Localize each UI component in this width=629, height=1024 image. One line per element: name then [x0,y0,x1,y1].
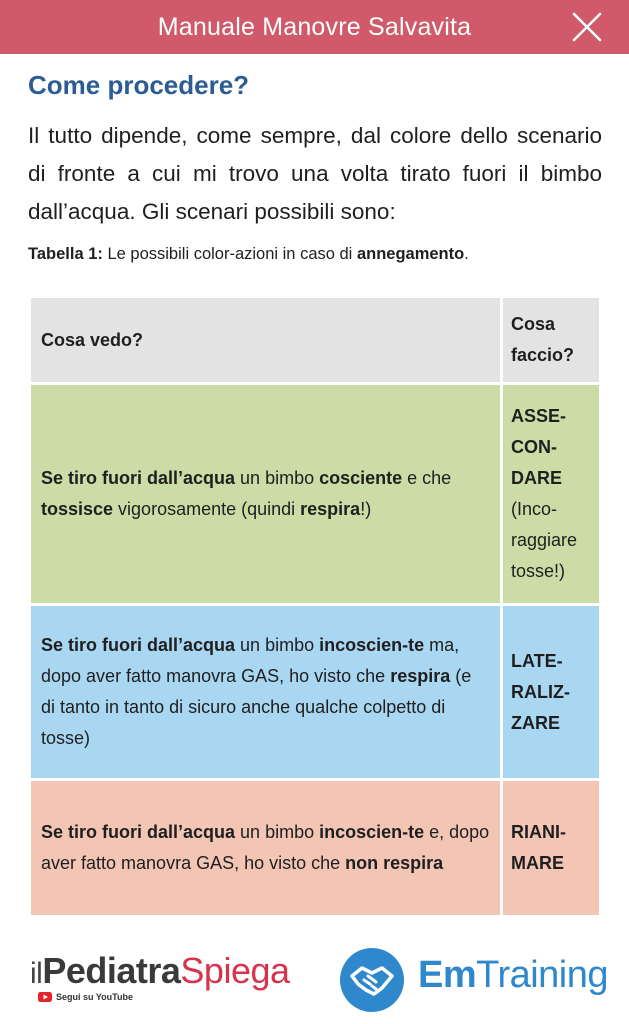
table-row [31,606,599,778]
action-note: (Inco-raggiare tosse!) [511,499,578,581]
intro-paragraph: Il tutto dipende, come sempre, dal colore dello scenario di fronte a cui mi trovo una volta tirato fuori il bimbo dall’acqua. Gli scenari possibili sono: [28,123,602,224]
close-icon [571,11,603,43]
condition-cell [31,385,500,603]
cond-bold: incoscien-te [319,822,425,842]
app-header [0,0,629,54]
logo-il: il [30,957,43,990]
table-caption [28,245,602,264]
cond-text: un bimbo [235,468,320,488]
cond-bold: incoscien-te [319,635,425,655]
close-button[interactable] [567,7,607,47]
youtube-link[interactable] [38,992,133,1002]
logo-training: Training [476,954,609,996]
action-cell [503,385,599,603]
cond-bold: Se tiro fuori dall’acqua [41,468,236,488]
caption-bold: annegamento [356,245,465,263]
header-what-i-do: Cosa faccio? [503,298,599,382]
action-label: LATE-RALIZ-ZARE [511,650,570,733]
condition-cell [31,606,500,778]
youtube-label: Segui su YouTube [56,992,134,1002]
table-header-row [31,298,599,382]
cond-text: !) [360,499,372,519]
cond-bold: non respira [345,853,444,873]
drowning-action-table [28,295,602,918]
caption-label: Tabella 1: [28,245,103,263]
cond-bold: Se tiro fuori dall’acqua [41,635,236,655]
handshake-emblem-icon [338,946,406,1014]
action-label: RIANI-MARE [511,822,566,873]
header-what-i-see: Cosa vedo? [31,298,500,382]
youtube-icon [38,992,52,1002]
manual-content [28,62,602,264]
section-heading: Come procedere? [28,70,250,100]
cond-text: (e di tanto in tanto di sicuro anche qualche colpetto di tosse) [41,666,472,748]
condition-cell [31,781,500,915]
table-row [31,781,599,915]
cond-text: un bimbo [235,822,320,842]
logo-spiega: Spiega [180,950,290,991]
logo-em: Em [418,954,477,996]
cond-text: ma, dopo aver fatto manovra GAS, ho visto che [41,635,460,686]
caption-text: Le possibili color-azioni in caso di [102,245,357,263]
cond-bold: respira [390,666,451,686]
action-label: ASSE-CON-DARE [511,406,567,488]
emtraining-logo[interactable] [418,954,608,997]
cond-bold: tossisce [41,499,114,519]
ilpediatraspiega-logo[interactable] [30,950,290,992]
cond-bold: cosciente [319,468,403,488]
cond-bold: Se tiro fuori dall’acqua [41,822,236,842]
header-title: Manuale Manovre Salvavita [157,12,472,41]
cond-text: e, dopo aver fatto manovra GAS, ho visto che [41,822,490,873]
logo-pediatra: Pediatra [42,950,181,991]
cond-bold: respira [300,499,361,519]
cond-text: un bimbo [235,635,320,655]
caption-end: . [464,245,469,263]
action-cell [503,606,599,778]
footer-logos [0,940,629,1024]
cond-text: vigorosamente (quindi [113,499,301,519]
cond-text: e che [402,468,452,488]
action-cell [503,781,599,915]
table-row [31,385,599,603]
